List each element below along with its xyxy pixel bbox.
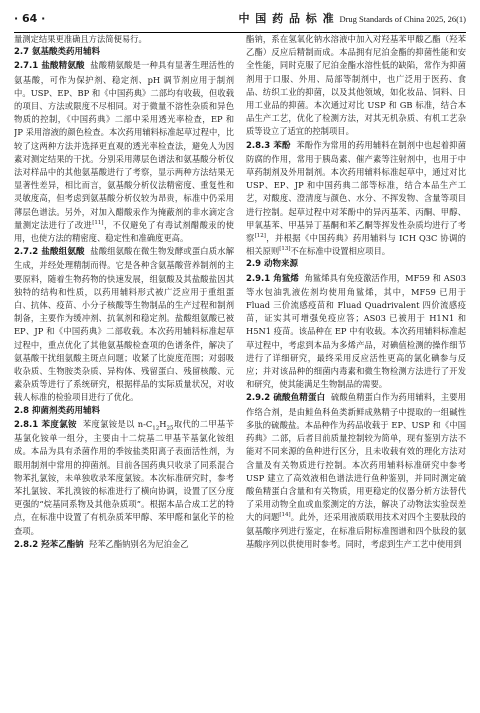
subsection-heading: 2.8.1 苯度氯铵 <box>14 419 77 430</box>
right-column <box>246 33 466 709</box>
paragraph <box>246 391 466 550</box>
paragraph-text: 苯酚作为常用的药用辅料在制剂中也起着抑菌防腐的作用，常用于胰岛素、催产素等注射剂中，也用于中草药制剂及外用制剂。本次药用辅料标准起草中，通过对比 USP、EP、JP 和中国药典二部等标准，结合本品生产工艺，对酸度、澄清度与颜色、水分、不挥发物、含量等项目进行控制。起草过程中对苯酚中的异丙基苯、丙酮、甲醇、甲氧基苯、甲基异丁基酮和苯乙酮等挥发性杂质均进行了考察 <box>246 139 466 244</box>
left-column <box>14 33 234 709</box>
paragraph-text: 不在标准中设置相应项目。 <box>290 246 391 257</box>
paragraph-text: 取代的二甲基苄基氯化铵单一组分，主要由十二烷基二甲基苄基氯化铵组成。本品为具有杀菌作用的季铵盐类阳离子表面活性剂，为眼用制剂中常用的抑菌剂。目前各国药典只收录了同系混合物苯扎氯铵，未单独收录苯度氯铵。本次标准研究时，参考苯扎氯铵、苯扎溴铵的标准进行了横向协调，设置了区分度更强的“烷基同系物及其他杂质项”。根据本品合成工艺的特点，在标准中设置了有机杂质苯甲醇、苯甲醛和氯化苄的检查项。 <box>14 418 234 536</box>
citation: [12] <box>254 233 266 240</box>
page-number: · 64 · <box>14 12 46 25</box>
paragraph <box>246 139 466 259</box>
paragraph: 量测定结果更准确且方法简便易行。 <box>14 34 147 44</box>
paragraph <box>14 59 234 245</box>
section-heading: 2.9 动物来源 <box>246 259 299 270</box>
paragraph <box>246 272 466 392</box>
body-columns <box>14 33 466 709</box>
subscript: 12 <box>152 425 160 432</box>
paragraph-text: 盐酸组氨酸在微生物发酵或蛋白质水解生成，并经处理精制而得。它是各种含氨基酸营养制剂的主要原料，随着生物药物的快速发展，组氨酸及其盐酸盐因其独特的结构和性质，以药用辅料形式被广泛应用于重组蛋白、抗体、疫苗、小分子核酸等生物制品的生产过程和制剂制备，主要作为缓冲剂、抗氧剂和稳定剂。盐酸组氨酸已被 EP、JP 和《中国药典》二部收载。本次药用辅料标准起草过程中，重点优化了其他氨基酸检查项的色谱条件，解决了氨基酸干扰组氨酸主斑点问题；收紧了比旋度范围；对弱吸收杂质、生物胺类杂质、异构体、残留蛋白、残留核酸、元素杂质等进行了系统研究，根据样品的实际质量状况，对收载人标准的检验项目进行了优化。 <box>14 246 234 403</box>
subsection-heading: 2.9.2 硫酸鱼精蛋白 <box>246 393 326 404</box>
paragraph-text: ，并根据《中国药典》药用辅料与 ICH Q3C 协调的相关原则 <box>246 233 466 257</box>
paragraph-text: 。此外，还采用液质联用技术对四个主要肽段的氨基酸序列进行鉴定，在标准后附标准图谱和四个肽段的氨基酸序列以供使用时参考。同时，考虑到生产工艺中使用到 <box>246 512 466 549</box>
subsection-heading: 2.8.3 苯酚 <box>246 140 291 151</box>
section-heading: 2.8 抑菌剂类药用辅料 <box>14 405 101 416</box>
paragraph <box>14 538 234 552</box>
section-heading: 2.7 氨基酸类药用辅料 <box>14 47 101 58</box>
subscript: 25 <box>166 425 174 432</box>
journal-title-en: Drug Standards of China 2025, 26(1) <box>339 14 466 24</box>
paragraph-text: H <box>159 418 167 429</box>
paragraph <box>14 245 234 404</box>
citation: [13] <box>279 246 291 253</box>
subsection-heading: 2.8.2 羟苯乙酯钠 <box>14 539 84 550</box>
journal-title-cn: 中 国 药 品 标 准 <box>238 12 335 25</box>
paragraph-text: 盐酸精氨酸是一种具有显著生理活性的氨基酸，可作为保护剂、稳定剂、pH 调节剂应用于制剂中。USP、EP、BP 和《中国药典》二部均有收载，但收载的项目、方法或限度不尽相同。对于微量不溶性杂质和异色物质的控制，《中国药典》二部中采用透光率检查，EP 和 JP 采用溶液的颜色检查。本次药用辅料标准起草过程中，比较了这两种方法并选择更直观的透光率检查法，避免人为因素对测定结果的干扰。分别采用薄层色谱法和氨基酸分析仪法对样品中的其他氨基酸进行了考察，显示两种方法结果无显著性差异，相比而言，氨基酸分析仪法精密度、重复性和灵敏度高，但考虑到氨基酸分析仪较为昂贵，标准中仍采用薄层色谱法。另外，对加入醋酸汞作为掩蔽剂的非水滴定含量测定法进行了改进 <box>14 60 234 230</box>
paragraph: 酯钠，系在氢氧化钠水溶液中加入对羟基苯甲酸乙酯（羟苯乙酯）反应后精制而成。本品拥有尼泊金酯的抑菌性能和安全性能，同时克服了尼泊金酯水溶性低的缺陷，常作为抑菌剂用于口服、外用、局部等制剂中，也广泛用于医药、食品、纺织工业的抑菌，以及其他领域，如化妆品、饲料、日用工业品的抑菌。本次通过对比 USP 和 GB 标准，结合本品生产工艺，优化了检测方法，对其无机杂质、有机工艺杂质等设立了适宜的控制项目。 <box>246 34 466 137</box>
page-header <box>14 10 466 33</box>
paragraph-text: 羟苯乙酯钠别名为尼泊金乙 <box>88 538 189 549</box>
subsection-heading: 2.7.1 盐酸精氨酸 <box>14 61 85 72</box>
citation: [11] <box>92 220 104 227</box>
paragraph-text: 角鲨烯具有免疫激活作用，MF59 和 AS03 等水包油乳液佐剂均使用角鲨烯，其中，MF59 已用于 Fluad 三价流感疫苗和 Fluad Quadrivalent 四价流感疫苗，证实其可增强免疫应答；AS03 已被用于 H1N1 和 H5N1 疫苗。该品种在 EP 中有收载。本次药用辅料标准起草过程中，考虑到本品为多烯产品，对碘值检测的操作细节进行了详细研究，最终采用反应活性更高的氯化碘参与反应；并对该品种的细菌内毒素和微生物检测方法进行了开发和研究，使其能满足生物制品的需要。 <box>246 272 466 390</box>
paragraph-text: 苯度氯铵是以 n-C <box>82 418 153 429</box>
journal-title <box>238 10 466 26</box>
subsection-heading: 2.7.2 盐酸组氨酸 <box>14 247 85 258</box>
subsection-heading: 2.9.1 角鲨烯 <box>246 273 300 284</box>
paragraph-text: 硫酸鱼精蛋白作为药用辅料，主要用作络合剂，是由鲑鱼科鱼类新鲜成熟精子中提取的一组碱性多肽的硫酸盐。本品种作为药品收载于 EP、USP 和《中国药典》二部，后者目前质量控制较为简单，现有鉴别方法不能对不同来源的鱼种进行区分，且未收载有效的理化方法对含量及有关物质进行控制。本次药用辅料标准研究中参考 USP 建立了高效液相色谱法进行鱼种鉴别，并同时测定硫酸鱼精蛋白含量和有关物质，用更稳定的仪器分析方法替代了采用动物全血或血浆测定的方法，解决了动物法实验误差大的问题 <box>246 392 466 523</box>
citation: [14] <box>279 512 291 519</box>
paragraph-text: ，不仅避免了有毒试剂醋酸汞的使用，也使方法的精密度、稳定性和准确度更高。 <box>14 219 234 244</box>
paragraph <box>14 418 234 538</box>
